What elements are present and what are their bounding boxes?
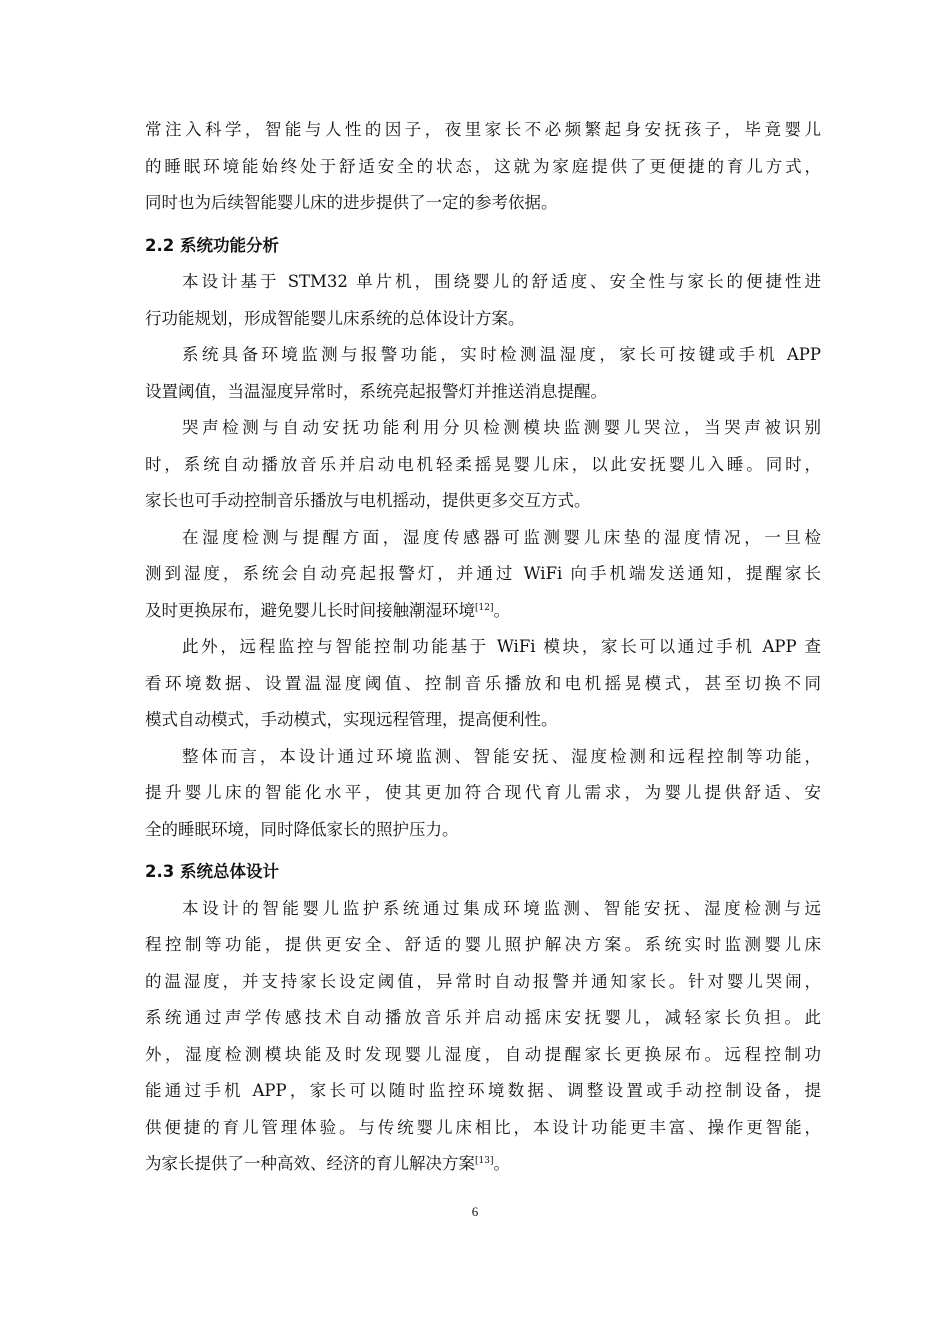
text-line: 能通过手机 APP，家长可以随时监控环境数据、调整设置或手动控制设备，提 — [145, 1081, 821, 1100]
paragraph — [145, 891, 821, 1183]
text-line: 时，系统自动播放音乐并启动电机轻柔摇晃婴儿床，以此安抚婴儿入睡。同时， — [145, 454, 821, 474]
text-line: 程控制等功能，提供更安全、舒适的婴儿照护解决方案。系统实时监测婴儿床 — [145, 935, 821, 954]
text-line: 系统通过声学传感技术自动播放音乐并启动摇床安抚婴儿，减轻家长负担。此 — [145, 1008, 821, 1027]
text-line: 系统具备环境监测与报警功能，实时检测温湿度，家长可按键或手机 APP — [182, 345, 821, 364]
paragraph — [145, 410, 821, 520]
text-line: 外，湿度检测模块能及时发现婴儿湿度，自动提醒家长更换尿布。远程控制功 — [145, 1044, 821, 1064]
text-line: 整体而言，本设计通过环境监测、智能安抚、湿度检测和远程控制等功能， — [182, 746, 821, 766]
text-span: 为家长提供了一种高效、经济的育儿解决方案 — [145, 1154, 475, 1173]
text-span: 。 — [493, 1154, 510, 1173]
citation-ref: [13] — [475, 1156, 494, 1166]
section-heading: 2.2 系统功能分析 — [145, 235, 279, 255]
text-line: 模式自动模式，手动模式，实现远程管理，提高便利性。 — [145, 710, 558, 729]
page-body — [145, 112, 821, 1183]
paragraph — [145, 112, 821, 222]
text-line: 同时也为后续智能婴儿床的进步提供了一定的参考依据。 — [145, 193, 558, 212]
paragraph — [145, 739, 821, 849]
text-line: 看环境数据、设置温湿度阈值、控制音乐播放和电机摇晃模式，甚至切换不同 — [145, 673, 821, 693]
text-line: 设置阈值，当温湿度异常时，系统亮起报警灯并推送消息提醒。 — [145, 381, 607, 401]
text-line: 供便捷的育儿管理体验。与传统婴儿床相比，本设计功能更丰富、操作更智能， — [145, 1117, 821, 1137]
text-line: 行功能规划，形成智能婴儿床系统的总体设计方案。 — [145, 308, 525, 328]
text-line: 的温湿度，并支持家长设定阈值，异常时自动报警并通知家长。针对婴儿哭闹， — [145, 971, 821, 991]
text-line: 在湿度检测与提醒方面，湿度传感器可监测婴儿床垫的湿度情况，一旦检 — [182, 527, 821, 547]
citation-ref: [12] — [475, 602, 494, 613]
text-line: 哭声检测与自动安抚功能利用分贝检测模块监测婴儿哭泣，当哭声被识别 — [182, 418, 821, 437]
paragraph — [145, 337, 821, 410]
text-line: 本设计的智能婴儿监护系统通过集成环境监测、智能安抚、湿度检测与远 — [182, 898, 821, 918]
text-line: 测到湿度，系统会自动亮起报警灯，并通过 WiFi 向手机端发送通知，提醒家长 — [145, 564, 821, 583]
text-line — [145, 1146, 821, 1183]
text-line: 家长也可手动控制音乐播放与电机摇动，提供更多交互方式。 — [145, 491, 591, 510]
text-line: 提升婴儿床的智能化水平，使其更加符合现代育儿需求，为婴儿提供舒适、安 — [145, 783, 821, 802]
paragraph — [145, 264, 821, 337]
page-number: 6 — [471, 1204, 479, 1219]
text-line — [145, 593, 821, 630]
text-line: 常注入科学，智能与人性的因子，夜里家长不必频繁起身安抚孩子，毕竟婴儿 — [145, 120, 821, 139]
paragraph — [145, 629, 821, 739]
text-line: 的睡眠环境能始终处于舒适安全的状态，这就为家庭提供了更便捷的育儿方式， — [145, 156, 821, 176]
text-span: 。 — [493, 600, 510, 620]
text-span: 及时更换尿布，避免婴儿长时间接触潮湿环境 — [145, 600, 475, 620]
paragraph — [145, 520, 821, 630]
text-line: 全的睡眠环境，同时降低家长的照护压力。 — [145, 819, 459, 839]
section-heading: 2.3 系统总体设计 — [145, 862, 279, 881]
text-line: 此外，远程监控与智能控制功能基于 WiFi 模块，家长可以通过手机 APP 查 — [182, 637, 821, 656]
text-line: 本设计基于 STM32 单片机，围绕婴儿的舒适度、安全性与家长的便捷性进 — [182, 272, 821, 291]
